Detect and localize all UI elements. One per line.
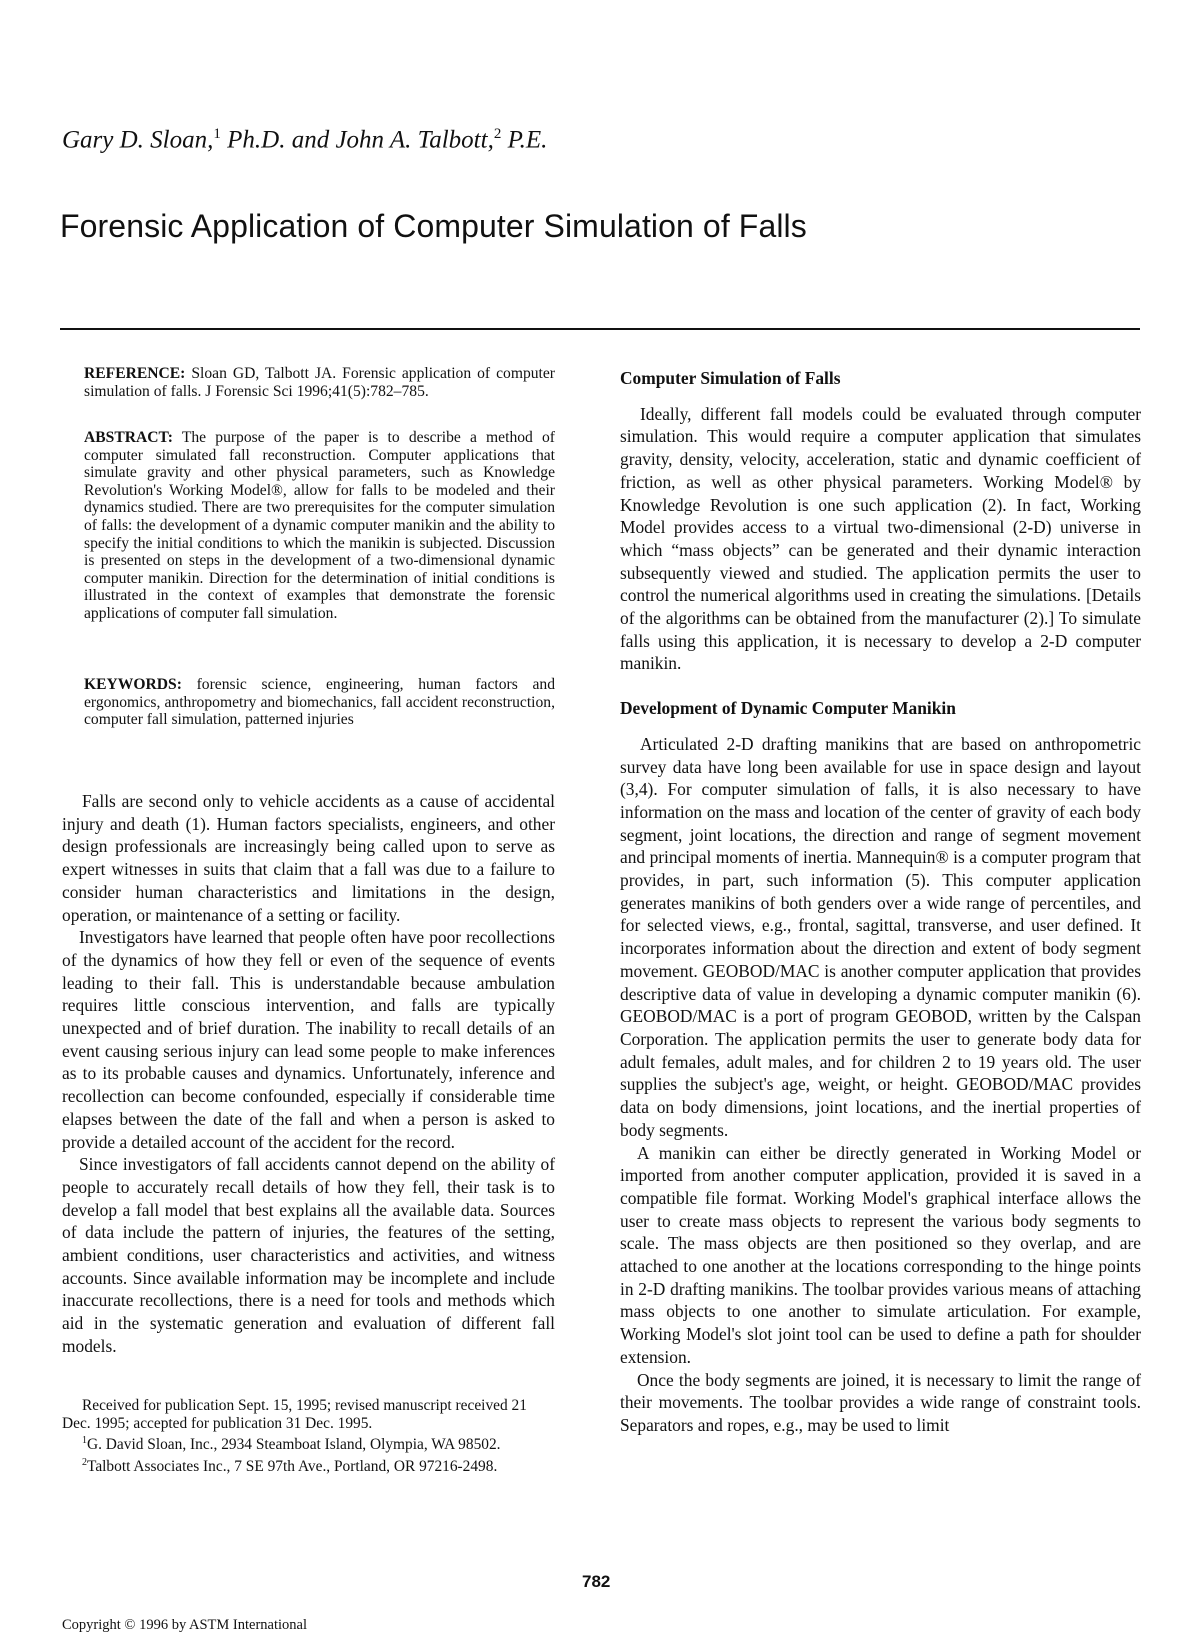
intro-paragraph: Falls are second only to vehicle accidents as a cause of accidental injury and death (1). Human factors specialists, engineers, and other design professionals are increasingly being called upon to serve as expert witnesses in suits that claim that a fall was due to a failure to consider human characteristics and limitations in the design, operation, or maintenance of a setting or facility. <box>62 791 555 925</box>
right-column <box>620 367 1141 1437</box>
copyright-notice: Copyright © 1996 by ASTM International <box>62 1617 308 1633</box>
intro-paragraph: Investigators have learned that people often have poor recollections of the dynamics of how they fell or even of the sequence of events leading to their fall. This is understandable because ambulation requires little conscious intervention, and falls are typically unexpected and of brief duration. The inability to recall details of an event causing serious injury can lead some people to make inferences as to its probable causes and dynamics. Unfortunately, inference and recollection can become confounded, especially if considerable time elapses between the date of the fall and when a person is asked to provide a detailed account of the accident for the record. <box>62 927 555 1152</box>
section2-paragraph: Once the body segments are joined, it is necessary to limit the range of their movements. The toolbar provides a wide range of constraint tools. Separators and ropes, e.g., may be used to limit <box>620 1369 1141 1435</box>
title-divider <box>60 328 1140 330</box>
footnote-2: $^2$Talbott Associates Inc., 7 SE 97th Ave., Portland, OR 97216-2498. <box>82 1456 498 1475</box>
introduction-text <box>62 790 555 1358</box>
reference-block: REFERENCE: Sloan GD, Talbott JA. Forensic application of computer simulation of falls. J Forensic Sci 1996;41(5):782–785. <box>84 365 555 400</box>
footnote-1: $^1$G. David Sloan, Inc., 2934 Steamboat Island, Olympia, WA 98502. <box>82 1435 501 1454</box>
intro-paragraph: Since investigators of fall accidents cannot depend on the ability of people to accurately recall details of how they fell, their task is to develop a fall model that best explains all the available data. Sources of data include the pattern of injuries, the features of the setting, ambient conditions, user characteristics and activities, and witness accounts. Since available information may be incomplete and include inaccurate recollections, there is a need for tools and methods which aid in the systematic generation and evaluation of different fall models. <box>62 1154 555 1356</box>
section-heading-manikin: Development of Dynamic Computer Manikin <box>620 698 956 719</box>
section2-paragraph: Articulated 2-D drafting manikins that are based on anthropometric survey data have long been available for use in space design and layout (3,4). For computer simulation of falls, it is also necessary to have information on the mass and location of the center of gravity of each body segment, joint locations, the direction and range of segment movement and principal moments of inertia. Mannequin® is a computer program that provides, in part, such information (5). This computer application generates manikins of both genders over a wide range of percentiles, and for selected views, e.g., frontal, sagittal, transverse, and user defined. It incorporates information about the direction and extent of body segment movement. GEOBOD/MAC is another computer application that provides descriptive data of value in developing a dynamic computer manikin (6). GEOBOD/MAC is a port of program GEOBOD, written by the Calspan Corporation. The application permits the user to generate body data for adult females, adult males, and for children 2 to 19 years old. The user supplies the subject's age, weight, or height. GEOBOD/MAC provides data on body dimensions, joint locations, and the inertial properties of body segments. <box>620 733 1141 1140</box>
section2-paragraph: A manikin can either be directly generated in Working Model or imported from another computer application, provided it is saved in a compatible file format. Working Model's graphical interface allows the user to create mass objects to represent the various body segments to scale. The mass objects are then positioned so they overlap, and are attached to one another at the locations corresponding to the hinge points in 2-D drafting manikins. The toolbar provides various means of attaching mass objects to one another to simulate articulation. For example, Working Model's slot joint tool can be used to define a path for shoulder extension. <box>620 1142 1141 1367</box>
keywords-block: KEYWORDS: forensic science, engineering, human factors and ergonomics, anthropometry and biomechanics, fall accident reconstruction, computer fall simulation, patterned injuries <box>84 676 555 729</box>
received-note: Received for publication Sept. 15, 1995; revised manuscript received 21 Dec. 1995; accepted for publication 31 Dec. 1995. <box>62 1397 527 1432</box>
paper-title: Forensic Application of Computer Simulation of Falls <box>60 208 807 244</box>
page-number: 782 <box>582 1572 611 1591</box>
section1-paragraph: Ideally, different fall models could be evaluated through computer simulation. This would require a computer application that simulates gravity, density, velocity, acceleration, static and dynamic coefficient of friction, as well as other physical parameters. Working Model® by Knowledge Revolution is one such application (2). In fact, Working Model provides access to a virtual two-dimensional (2-D) universe in which “mass objects” can be generated and their dynamic interaction subsequently viewed and studied. The application permits the user to control the numerical algorithms used in creating the simulations. [Details of the algorithms can be obtained from the manufacturer (2).] To simulate falls using this application, it is necessary to develop a 2-D computer manikin. <box>620 403 1141 674</box>
section-heading-computer-simulation: Computer Simulation of Falls <box>620 368 841 388</box>
author-line: Gary D. Sloan,$^1$ Ph.D. and John A. Talbott,$^2$ P.E. <box>62 126 548 154</box>
footnotes <box>62 1397 557 1475</box>
abstract-block: ABSTRACT: The purpose of the paper is to describe a method of computer simulated fall reconstruction. Computer applications that simulate gravity and other physical parameters, such as Knowledge Revolution's Working Model®, allow for falls to be modeled and their dynamics studied. There are two prerequisites for the computer simulation of falls: the development of a dynamic computer manikin and the ability to specify the initial conditions to which the manikin is subjected. Discussion is presented on steps in the development of a two-dimensional dynamic computer manikin. Direction for the determination of initial conditions is illustrated in the context of examples that demonstrate the forensic applications of computer fall simulation. <box>84 429 555 622</box>
